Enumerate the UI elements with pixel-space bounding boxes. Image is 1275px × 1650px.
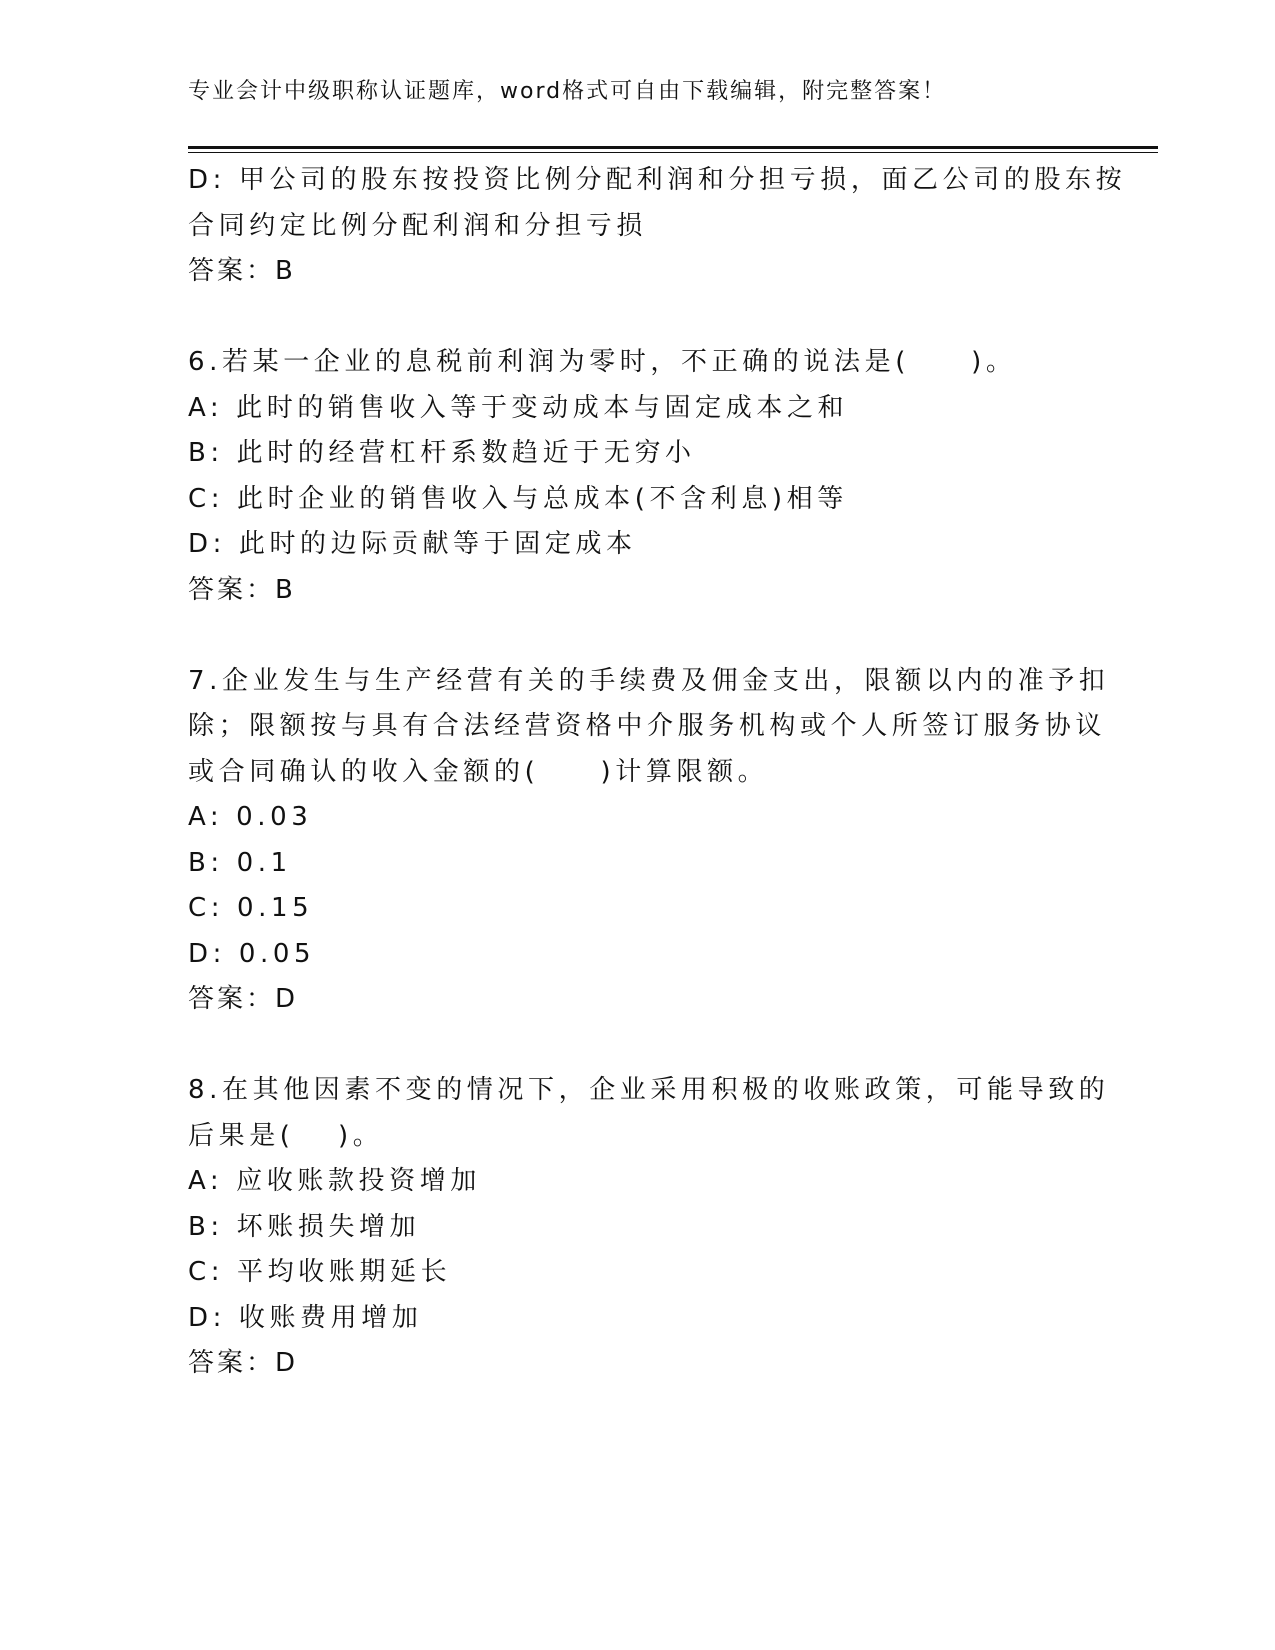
q6-answer: 答案：B: [188, 574, 296, 605]
q8-option-d: D: 收账费用增加: [188, 1302, 423, 1333]
q8-option-b: B: 坏账损失增加: [188, 1211, 421, 1242]
q7-stem-line2: 除；限额按与具有合法经营资格中介服务机构或个人所签订服务协议: [188, 711, 1107, 741]
prev-option-d-line1: D: 甲公司的股东按投资比例分配利润和分担亏损，面乙公司的股东按: [188, 165, 1127, 195]
question-6: [188, 340, 1088, 613]
q7-stem-line3: 或合同确认的收入金额的( )计算限额。: [188, 756, 769, 787]
header-note: 专业会计中级职称认证题库，word格式可自由下载编辑，附完整答案！: [188, 79, 947, 104]
header-rule-thick: [188, 146, 1158, 149]
prev-option-d-line2: 合同约定比例分配利润和分担亏损: [188, 210, 648, 241]
q7-option-d: D: 0.05: [188, 938, 316, 969]
q6-stem: 6.若某一企业的息税前利润为零时，不正确的说法是( )。: [188, 347, 1017, 377]
q6-option-d: D: 此时的边际贡献等于固定成本: [188, 529, 637, 559]
q7-option-b: B: 0.1: [188, 847, 292, 878]
document-body: [188, 158, 1127, 1387]
spacer: [188, 613, 1088, 659]
q7-answer: 答案：D: [188, 984, 299, 1014]
q7-option-c: C: 0.15: [188, 893, 314, 923]
q6-option-a: A: 此时的销售收入等于变动成本与固定成本之和: [188, 392, 849, 423]
prev-answer: 答案：B: [188, 256, 296, 286]
q7-option-a: A: 0.03: [188, 802, 313, 832]
spacer: [188, 1023, 1088, 1069]
spacer: [188, 295, 1088, 341]
question-8: [188, 1068, 1110, 1387]
header-rule-thin: [188, 152, 1158, 153]
question-7: [188, 659, 1110, 1023]
q8-answer: 答案：D: [188, 1348, 299, 1378]
q8-stem-line2: 后果是( )。: [188, 1120, 384, 1151]
q8-option-a: A: 应收账款投资增加: [188, 1166, 481, 1196]
prev-question-block: [188, 158, 1127, 295]
q6-option-c: C: 此时企业的销售收入与总成本(不含利息)相等: [188, 483, 848, 514]
q8-stem-line1: 8.在其他因素不变的情况下，企业采用积极的收账政策，可能导致的: [188, 1075, 1110, 1105]
q6-option-b: B: 此时的经营杠杆系数趋近于无穷小: [188, 438, 696, 468]
q8-option-c: C: 平均收账期延长: [188, 1257, 452, 1287]
q7-stem-line1: 7.企业发生与生产经营有关的手续费及佣金支出，限额以内的准予扣: [188, 665, 1110, 696]
